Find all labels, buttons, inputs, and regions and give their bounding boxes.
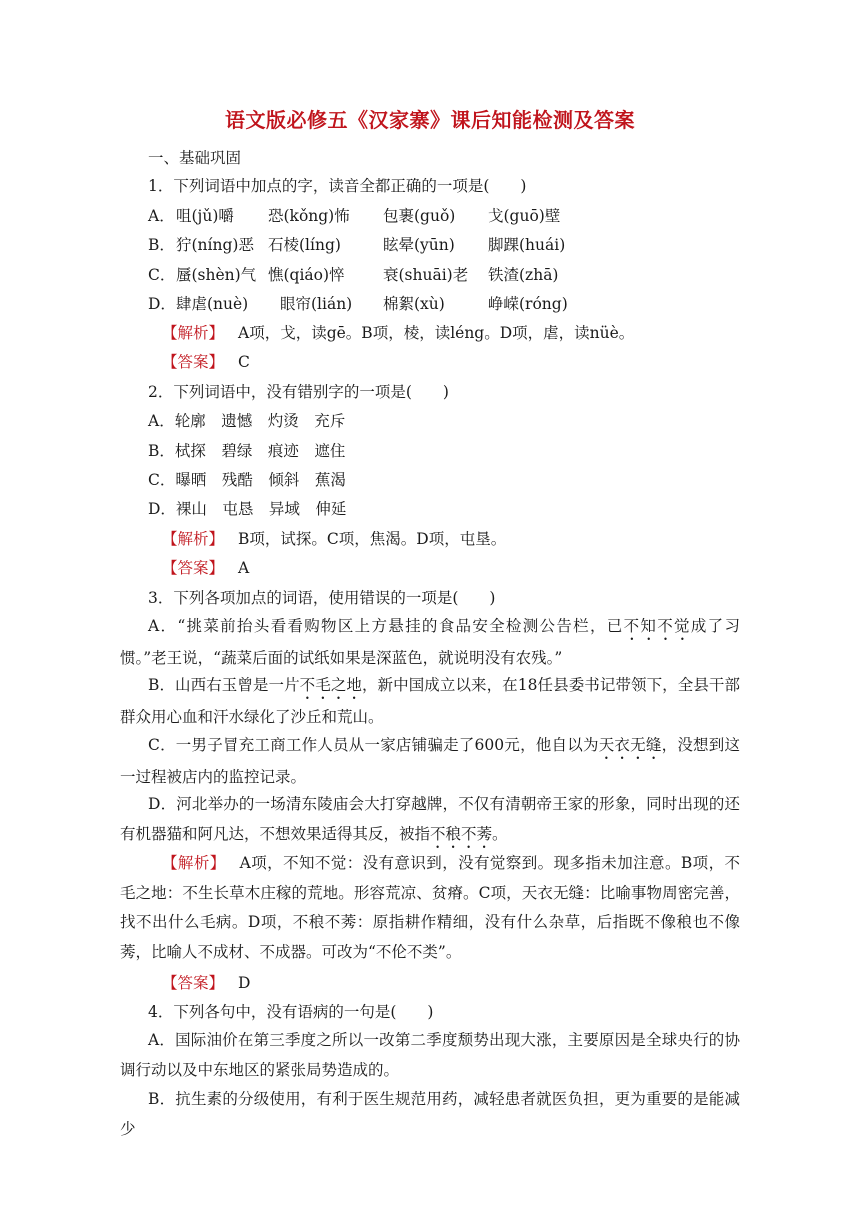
emphasized-term: 不毛之地 xyxy=(299,676,362,694)
emphasized-term: 不稂不莠 xyxy=(430,824,493,843)
analysis-tag: 【解析】 xyxy=(162,530,225,548)
q4-option-b: B．抗生素的分级使用，有利于医生规范用药，减轻患者就医负担，更为重要的是能减少 xyxy=(120,1090,740,1138)
emphasized-term: 天衣无缝 xyxy=(598,736,662,754)
q3-option-a: A．“挑菜前抬头看看购物区上方悬挂的食品安全检测公告栏，已不知不觉成了习惯。”老王说，“蔬菜后面的试纸如果是深蓝色，就说明没有农残。” xyxy=(120,617,740,667)
q1-answer: 【答案】 C xyxy=(162,353,250,371)
analysis-tag: 【解析】 xyxy=(162,854,226,872)
document-page: 语文版必修五《汉家寨》课后知能检测及答案 一、基础巩固 1．下列词语中加点的字，读音全都正确的一项是( ) A． 咀(jǔ)嚼 恐(kǒng)怖 包裹(guǒ) 戈(guō)壁 B． 狞(níng)恶 石棱(líng) 眩晕(yūn) 脚踝(huái) C． 蜃(shèn)气 憔(qiáo)悴 衰(shuāi)老 铁渣(zhā) D． 肆虐(nuè) 眼帘(lián) 棉絮(xù) 峥嵘(róng) 【解析】 A项，戈，读gē。B项，棱，读léng。D项，虐，读nüè。 【答案】 C 2．下列词语中，没有错别字的一项是( ) A．轮廓 遗憾 灼烫 充斥 B．栻探 碧绿 痕迹 遮住 C．曝晒 残酷 倾斜 蕉渴 D．裸山 屯恳 异域 伸延 【解析】 B项，试探。C项，焦渴。D项，屯垦。 【答案】 A 3．下列各项加点的词语，使用错误的一项是( ) A．“挑菜前抬头看看购物区上方悬挂的食品安全检测公告栏，已不知不觉成了习惯。”老王说，“蔬菜后面的试纸如果是深蓝色，就说明没有农残。” B．山西右玉曾是一片不毛之地，新中国成立以来，在18任县委书记带领下，全县干部群众用心血和汗水绿化了沙丘和荒山。 C．一男子冒充工商工作人员从一家店铺骗走了600元，他自以为天衣无缝，没想到这一过程被店内的监控记录。 D．河北举办的一场清东陵庙会大打穿越牌，不仅有清朝帝王家的形象，同时出现的还有机器猫和阿凡达，不想效果适得其反，被指不稂不莠。 【解析】 A项，不知不觉：没有意识到，没有觉察到。现多指未加注意。B项，不毛之地：不生长草木庄稼的荒地。形容荒凉、贫瘠。C项，天衣无缝：比喻事物周密完善，找不出什么毛病。D项，不稂不莠：原指耕作精细，没有什么杂草，后指既不像稂也不像莠，比喻人不成材、不成器。可改为“不伦不类”。 【答案】 D 4．下列各句中，没有语病的一句是( ) A．国际油价在第三季度之所以一改第二季度颓势出现大涨，主要原因是全球央行的协调行动以及中东地区的紧张局势造成的。 B．抗生素的分级使用，有利于医生规范用药，减轻患者就医负担，更为重要的是能减少 xyxy=(0,0,860,1216)
q2-option-a: A．轮廓 遗憾 灼烫 充斥 xyxy=(148,412,346,430)
answer-tag: 【答案】 xyxy=(162,559,225,577)
q3-stem: 3．下列各项加点的词语，使用错误的一项是( ) xyxy=(148,589,496,607)
q4-option-a: A．国际油价在第三季度之所以一改第二季度颓势出现大涨，主要原因是全球央行的协调行动以及中东地区的紧张局势造成的。 xyxy=(120,1031,740,1079)
analysis-tag: 【解析】 xyxy=(162,324,225,342)
q2-stem: 2．下列词语中，没有错别字的一项是( ) xyxy=(148,383,449,401)
section-heading: 一、基础巩固 xyxy=(148,149,242,167)
emphasized-term: 不知不觉 xyxy=(623,617,691,635)
q3-analysis: 【解析】 A项，不知不觉：没有意识到，没有觉察到。现多指未加注意。B项，不毛之地：不生长草木庄稼的荒地。形容荒凉、贫瘠。C项，天衣无缝：比喻事物周密完善，找不出什么毛病。D项，不稂不莠：原指耕作精细，没有什么杂草，后指既不像稂也不像莠，比喻人不成材、不成器。可改为“不伦不类”。 xyxy=(120,854,740,962)
q3-answer: 【答案】 D xyxy=(162,974,251,992)
q1-analysis: 【解析】 A项，戈，读gē。B项，棱，读léng。D项，虐，读nüè。 xyxy=(162,324,635,342)
q3-option-d: D．河北举办的一场清东陵庙会大打穿越牌，不仅有清朝帝王家的形象，同时出现的还有机器猫和阿凡达，不想效果适得其反，被指不稂不莠。 xyxy=(120,795,740,843)
q3-option-c: C．一男子冒充工商工作人员从一家店铺骗走了600元，他自以为天衣无缝，没想到这一过程被店内的监控记录。 xyxy=(120,736,740,786)
q2-analysis: 【解析】 B项，试探。C项，焦渴。D项，屯垦。 xyxy=(162,530,507,548)
q4-stem: 4．下列各句中，没有语病的一句是( ) xyxy=(148,1003,434,1021)
document-title: 语文版必修五《汉家寨》课后知能检测及答案 xyxy=(225,108,635,132)
q3-option-b: B．山西右玉曾是一片不毛之地，新中国成立以来，在18任县委书记带领下，全县干部群众用心血和汗水绿化了沙丘和荒山。 xyxy=(120,676,740,726)
q2-option-b: B．栻探 碧绿 痕迹 遮住 xyxy=(148,442,346,460)
q2-answer: 【答案】 A xyxy=(162,559,250,577)
q2-option-c: C．曝晒 残酷 倾斜 蕉渴 xyxy=(148,471,346,489)
answer-tag: 【答案】 xyxy=(162,353,225,371)
q1-stem: 1．下列词语中加点的字，读音全都正确的一项是( ) xyxy=(148,177,527,195)
answer-tag: 【答案】 xyxy=(162,974,225,992)
q2-option-d: D．裸山 屯恳 异域 伸延 xyxy=(148,500,347,518)
